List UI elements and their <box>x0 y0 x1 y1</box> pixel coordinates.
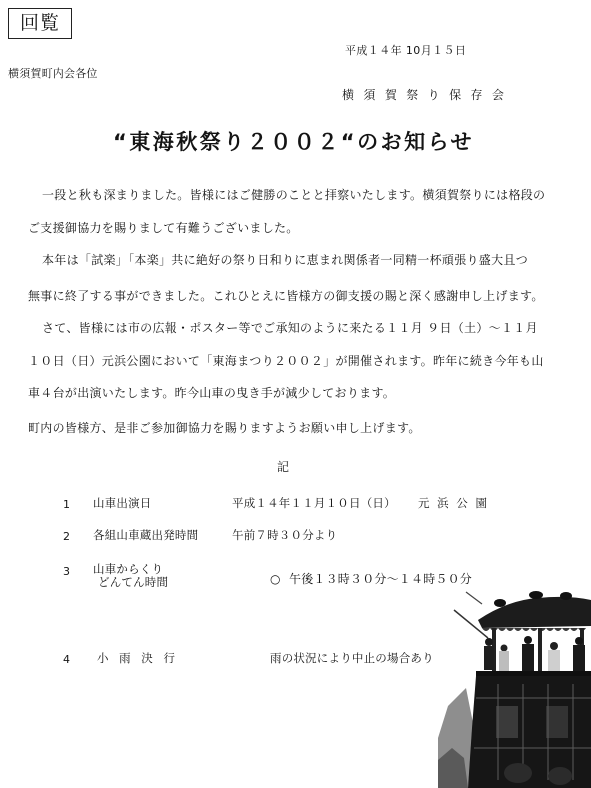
sender: 横 須 賀 祭 り 保 存 会 <box>342 88 507 102</box>
circulation-stamp-label: 回覧 <box>19 12 60 34</box>
item-label: 小 雨 決 行 <box>97 651 179 665</box>
item-number: 3 <box>63 565 70 578</box>
float-body <box>468 676 591 788</box>
ki-heading: 記 <box>277 460 290 474</box>
body-line: 町内の皆様方、是非ご参加御協力を賜りますようお願い申し上げます。 <box>28 421 421 435</box>
item-label: 山車からくり <box>93 562 164 576</box>
document-title: “東海秋祭り２００２“のお知らせ <box>113 130 474 154</box>
body-line: さて、皆様には市の広報・ポスター等でご承知のように来たる１１月 ９日（土）～１１月 <box>42 321 538 335</box>
item-number: 2 <box>63 530 70 543</box>
item-value: 午後１３時３０分～１４時５０分 <box>289 572 473 586</box>
body-line: 本年は「試楽」「本楽」共に絶好の祭り日和りに恵まれ関係者一同精一杯頑張り盛大且つ <box>42 253 529 267</box>
item-number: 4 <box>63 653 70 666</box>
item-label: 各組山車蔵出発時間 <box>93 528 199 542</box>
circulation-stamp <box>8 8 72 39</box>
item-number: 1 <box>63 498 70 511</box>
festival-float-photo <box>438 588 591 788</box>
float-railing <box>476 671 591 676</box>
issue-date: 平成１４年 10月１５日 <box>345 44 467 57</box>
body-line: １０日（日）元浜公園において「東海まつり２００２」が開催されます。昨年に続き今年も山 <box>28 354 544 368</box>
body-line: ご支援御協力を賜りまして有難うございました。 <box>28 221 299 235</box>
item-value: 午前７時３０分より <box>232 528 338 542</box>
item-label: 山車出演日 <box>93 496 152 510</box>
item-value: 平成１４年１１月１０日（日） <box>232 496 396 510</box>
body-line: 無事に終了する事ができました。これひとえに皆様方の御支援の賜と深く感謝申し上げます。 <box>28 289 544 303</box>
recipient: 横須賀町内会各位 <box>8 67 98 80</box>
body-line: 一段と秋も深まりました。皆様にはご健勝のことと拝察いたします。横須賀祭りには格段の <box>42 188 546 202</box>
item-place: 元 浜 公 園 <box>418 496 489 510</box>
item-value: 雨の状況により中止の場合あり <box>270 651 434 665</box>
person-silhouette <box>484 638 494 670</box>
circle-marker: ○ <box>270 572 281 586</box>
item-label-line2: どんてん時間 <box>98 575 169 589</box>
body-line: 車４台が出演いたします。昨今山車の曳き手が減少しております。 <box>28 386 396 400</box>
